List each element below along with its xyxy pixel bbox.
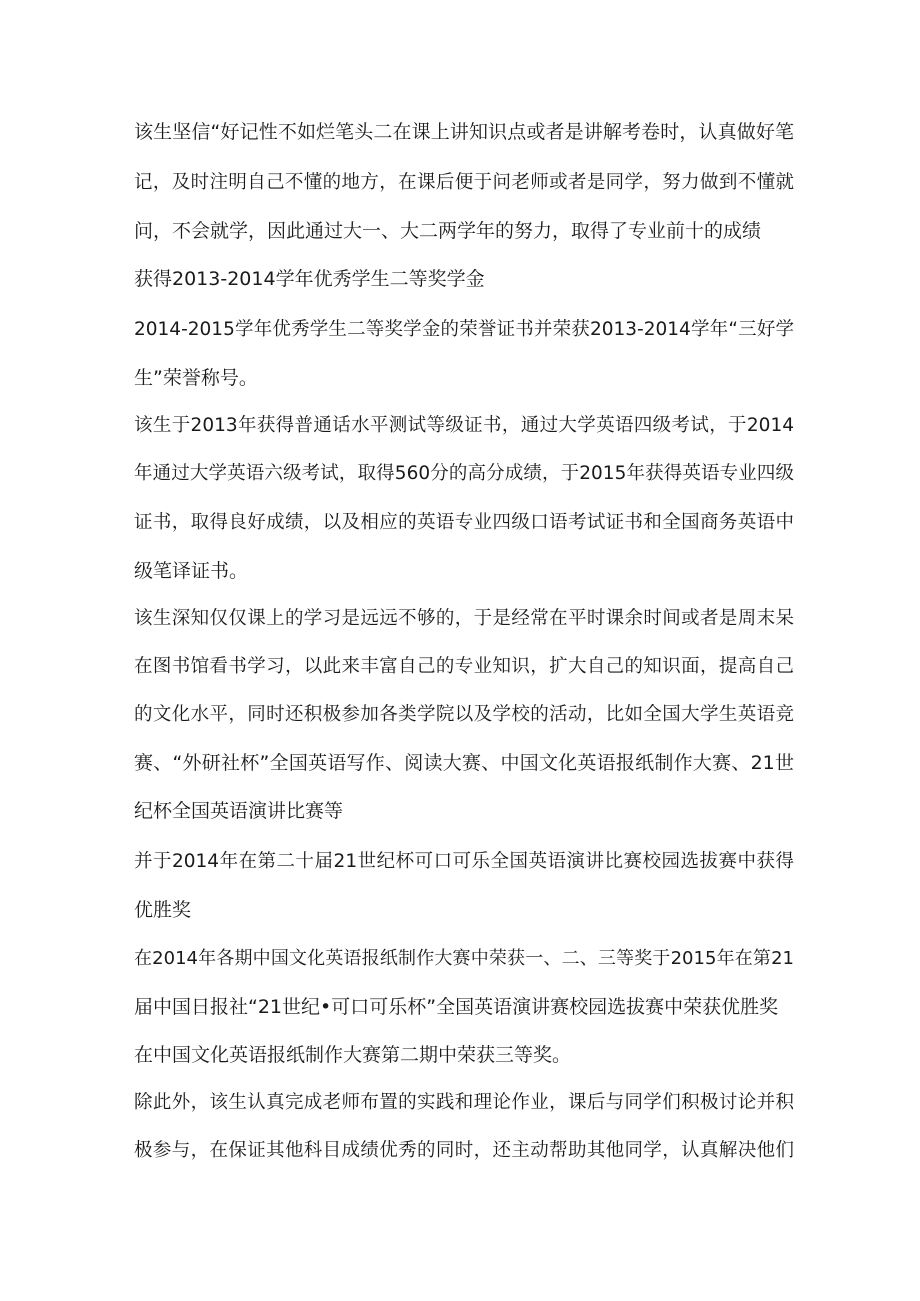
text-line: 年通过大学英语六级考试，取得560分的高分成绩，于2015年获得英语专业四级 xyxy=(134,463,794,484)
text-line: 证书，取得良好成绩，以及相应的英语专业四级口语考试证书和全国商务英语中 xyxy=(134,512,794,533)
text-line: 级笔译证书。 xyxy=(134,560,249,582)
text-line: 的文化水平，同时还积极参加各类学院以及学校的活动，比如全国大学生英语竞 xyxy=(134,704,794,725)
text-line: 该生深知仅仅课上的学习是远远不够的，于是经常在平时课余时间或者是周末呆 xyxy=(134,608,794,629)
text-line: 2014-2015学年优秀学生二等奖学金的荣誉证书并荣获2013-2014学年“三好学 xyxy=(134,319,794,340)
text-line: 纪杯全国英语演讲比赛等 xyxy=(134,800,344,822)
text-line: 问，不会就学，因此通过大一、大二两学年的努力，取得了专业前十的成绩 xyxy=(134,220,762,242)
text-line: 在2014年各期中国文化英语报纸制作大赛中荣获一、二、三等奖于2015年在第21 xyxy=(134,948,794,969)
text-line: 赛、“外研社杯”全国英语写作、阅读大赛、中国文化英语报纸制作大赛、21世 xyxy=(134,752,794,774)
text-line: 该生于2013年获得普通话水平测试等级证书，通过大学英语四级考试，于2014 xyxy=(134,415,794,436)
text-line: 极参与，在保证其他科目成绩优秀的同时，还主动帮助其他同学，认真解决他们 xyxy=(134,1140,794,1161)
text-line: 并于2014年在第二十届21世纪杯可口可乐全国英语演讲比赛校园选拔赛中获得 xyxy=(134,851,794,872)
text-line: 该生坚信“好记性不如烂笔头二在课上讲知识点或者是讲解考卷时，认真做好笔 xyxy=(134,121,794,143)
text-line: 届中国日报社“21世纪•可口可乐杯”全国英语演讲赛校园选拔赛中荣获优胜奖 xyxy=(134,996,779,1018)
text-line: 除此外，该生认真完成老师布置的实践和理论作业，课后与同学们积极讨论并积 xyxy=(134,1092,794,1113)
text-line: 记，及时注明自己不懂的地方，在课后便于问老师或者是同学，努力做到不懂就 xyxy=(134,172,794,193)
text-line: 生”荣誉称号。 xyxy=(134,367,258,389)
text-line: 优胜奖 xyxy=(134,899,192,921)
text-line: 获得2013-2014学年优秀学生二等奖学金 xyxy=(134,268,485,290)
text-line: 在中国文化英语报纸制作大赛第二期中荣获三等奖。 xyxy=(134,1044,572,1066)
text-line: 在图书馆看书学习，以此来丰富自己的专业知识，扩大自己的知识面，提高自己 xyxy=(134,656,794,677)
